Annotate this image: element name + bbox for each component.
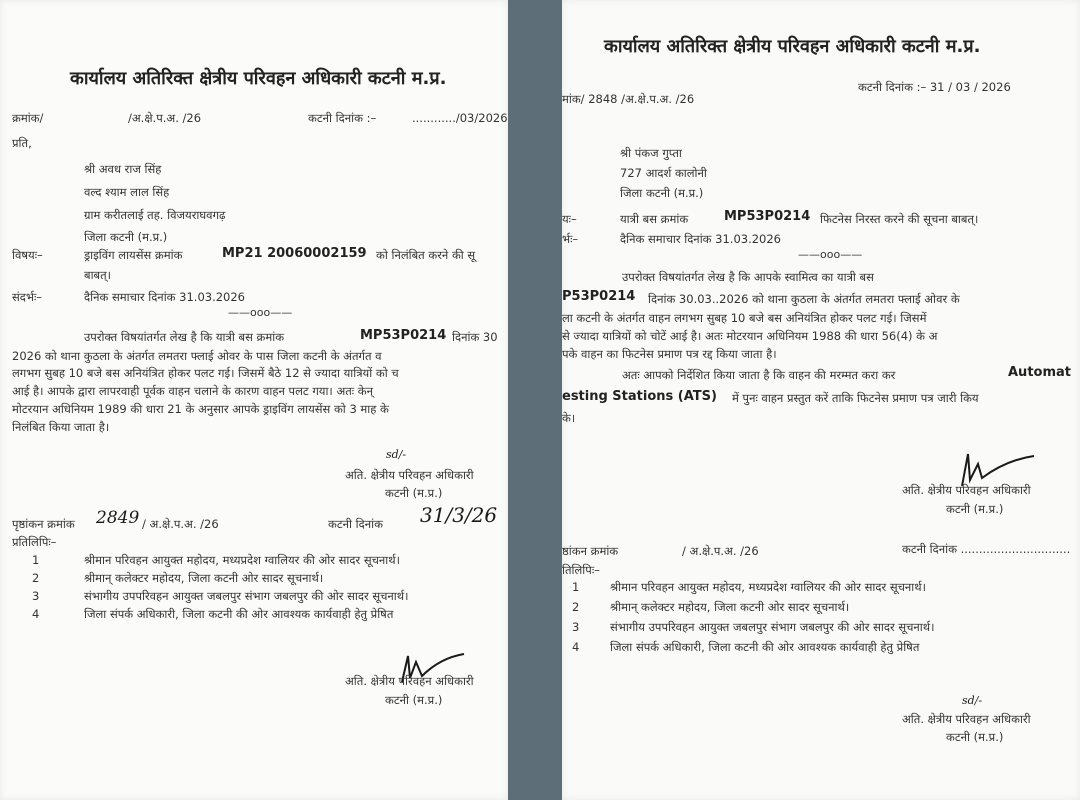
endorsement-office: / अ.क्षे.प.अ. /26 [682,544,759,558]
signatory-place: कटनी (म.प्र.) [385,693,443,707]
signature-sd: sd/- [962,694,983,707]
endorsement-date-label: कटनी दिनांक [328,517,383,531]
copy-recipient: श्रीमान् कलेक्टर महोदय, जिला कटनी ओर सादर सूचनार्थ। [84,571,324,585]
body-line: दिनांक 30.03..2026 को थाना कुठला के अंतर्गत लमतरा फ्लाई ओवर के [648,292,960,306]
ref-office: /अ.क्षे.प.अ. /26 [128,111,202,125]
date-label: कटनी दिनांक :– [308,111,377,125]
copy-label: प्रतिलिपिः– [12,535,57,549]
body-line: में पुनः वाहन प्रस्तुत करें ताकि फिटनेस प्रमाण पत्र जारी किय [732,391,979,405]
body-line: के। [562,411,576,425]
ref-number: क्रमांक/ [12,111,44,125]
addressee-line: श्री पंकज गुप्ता [620,146,682,160]
body-line: मोटरयान अधिनियम 1989 की धारा 21 के अनुसार आपके ड्राइविंग लायसेंस को 3 माह के [12,402,389,416]
copy-recipient: श्रीमान् कलेक्टर महोदय, जिला कटनी ओर सादर सूचनार्थ। [610,600,850,614]
body-line: दिनांक 30 [452,330,498,344]
body-line: अतः आपको निर्देशित किया जाता है कि वाहन की मरम्मत करा कर [622,368,896,382]
copy-index: 3 [572,620,580,634]
endorsement-office: / अ.क्षे.प.अ. /26 [142,517,219,531]
endorsement-hand-date: 31/3/26 [420,503,498,527]
copy-recipient: जिला संपर्क अधिकारी, जिला कटनी की ओर आवश्यक कार्यवाही हेतु प्रेषित [84,607,394,621]
endorsement-date: कटनी दिनांक .............................. [902,542,1071,556]
license-number: MP21 20060002159 [222,246,367,261]
addressee-line: ग्राम करीतलाई तह. विजयराघवगढ़ [84,208,226,222]
addressee-line: जिला कटनी (म.प्र.) [620,186,704,200]
body-line: ला कटनी के अंतर्गत वाहन लगभग सुबह 10 बजे बस अनियंत्रित होकर पलट गई। जिसमें [562,311,927,325]
body-line: से ज्यादा यात्रियों को चोटें आई है। अतः मोटरयान अधिनियम 1988 की धारा 56(4) के अ [562,329,938,343]
copy-recipient: श्रीमान परिवहन आयुक्त महोदय, मध्यप्रदेश ग्वालियर की ओर सादर सूचनार्थ। [84,553,400,567]
to-label: प्रति, [12,136,32,150]
divider: ——ooo—— [228,306,293,319]
bus-number: MP53P0214 [724,209,811,224]
addressee-line: 727 आदर्श कालोनी [620,166,707,180]
endorsement-number: ष्ठांकन क्रमांक [562,544,619,558]
bus-number: MP53P0214 [360,328,447,343]
body-line: पके वाहन का फिटनेस प्रमाण पत्र रद्द किया जाता है। [562,347,777,361]
subject-continuation: बाबत्। [84,268,112,282]
copy-recipient: जिला संपर्क अधिकारी, जिला कटनी की ओर आवश्यक कार्यवाही हेतु प्रेषित [610,640,920,654]
date-line: कटनी दिनांक :– 31 / 03 / 2026 [858,80,1011,94]
addressee-line: श्री अवध राज सिंह [84,162,162,176]
signatory-place: कटनी (म.प्र.) [946,730,1004,744]
addressee-line: जिला कटनी (म.प्र.) [84,230,168,244]
ats-text: esting Stations (ATS) [562,389,717,404]
divider: ——ooo—— [798,248,863,261]
context-text: दैनिक समाचार दिनांक 31.03.2026 [620,232,782,246]
letter-left-page [0,0,508,800]
copy-recipient: संभागीय उपपरिवहन आयुक्त जबलपुर संभाग जबलपुर की ओर सादर सूचनार्थ। [84,589,409,603]
signatory-title: अति. क्षेत्रीय परिवहन अधिकारी [345,468,474,482]
copy-index: 4 [32,607,40,621]
context-label: संदर्भः– [12,290,43,304]
signature-sd: sd/- [386,448,407,461]
body-line: लगभग सुबह 10 बजे बस अनियंत्रित होकर पलट गई। जिसमें बैठे 12 से ज्यादा यात्रियों को च [12,366,399,380]
signatory-title: अति. क्षेत्रीय परिवहन अधिकारी [902,712,1031,726]
signatory-title: अति. क्षेत्रीय परिवहन अधिकारी [345,674,474,688]
copy-recipient: संभागीय उपपरिवहन आयुक्त जबलपुर संभाग जबलपुर की ओर सादर सूचनार्थ। [610,620,935,634]
copy-index: 1 [32,553,40,567]
signatory-title: अति. क्षेत्रीय परिवहन अधिकारी [902,483,1031,497]
subject-label: यः– [562,212,577,226]
context-text: दैनिक समाचार दिनांक 31.03.2026 [84,290,246,304]
body-line: उपरोक्त विषयांतर्गत लेख है कि यात्री बस क्रमांक [84,330,285,344]
office-title: कार्यालय अतिरिक्त क्षेत्रीय परिवहन अधिकारी कटनी म.प्र. [70,68,447,89]
office-title: कार्यालय अतिरिक्त क्षेत्रीय परिवहन अधिकारी कटनी म.प्र. [604,36,981,57]
signatory-place: कटनी (म.प्र.) [946,502,1004,516]
copy-index: 2 [572,600,580,614]
body-line: उपरोक्त विषयांतर्गत लेख है कि आपके स्वामित्व का यात्री बस [622,270,874,284]
signatory-place: कटनी (म.प्र.) [385,486,443,500]
endorsement-number: पृष्ठांकन क्रमांक [12,517,75,531]
ats-text: Automat [1008,365,1071,380]
body-line: 2026 को थाना कुठला के अंतर्गत लमतरा फ्लाई ओवर के पास जिला कटनी के अंतर्गत व [12,349,382,363]
subject-text-end: को निलंबित करने की सू [376,248,476,262]
copy-index: 4 [572,640,580,654]
body-line: निलंबित किया जाता है। [12,420,110,434]
date-value: ............/03/2026 [412,111,508,125]
addressee-line: वल्द श्याम लाल सिंह [84,185,170,199]
letter-right-page [562,0,1080,800]
copy-index: 1 [572,580,580,594]
copy-index: 2 [32,571,40,585]
endorsement-hand-number: 2849 [96,508,140,528]
body-line: आई है। आपके द्वारा लापरवाही पूर्वक वाहन चलाने के कारण वाहन पलट गया। अतः केन् [12,384,373,398]
ref-number: मांक/ 2848 /अ.क्षे.प.अ. /26 [562,92,695,106]
copy-recipient: श्रीमान परिवहन आयुक्त महोदय, मध्यप्रदेश ग्वालियर की ओर सादर सूचनार्थ। [610,580,926,594]
subject-text-end: फिटनेस निरस्त करने की सूचना बाबत्। [820,212,979,226]
subject-text: ड्राइविंग लायसेंस क्रमांक [84,248,183,262]
subject-label: विषयः– [12,248,43,262]
bus-number: P53P0214 [562,289,636,304]
context-label: र्भः– [562,232,579,246]
copy-label: तिलिपिः– [562,563,600,577]
subject-text: यात्री बस क्रमांक [620,212,689,226]
copy-index: 3 [32,589,40,603]
